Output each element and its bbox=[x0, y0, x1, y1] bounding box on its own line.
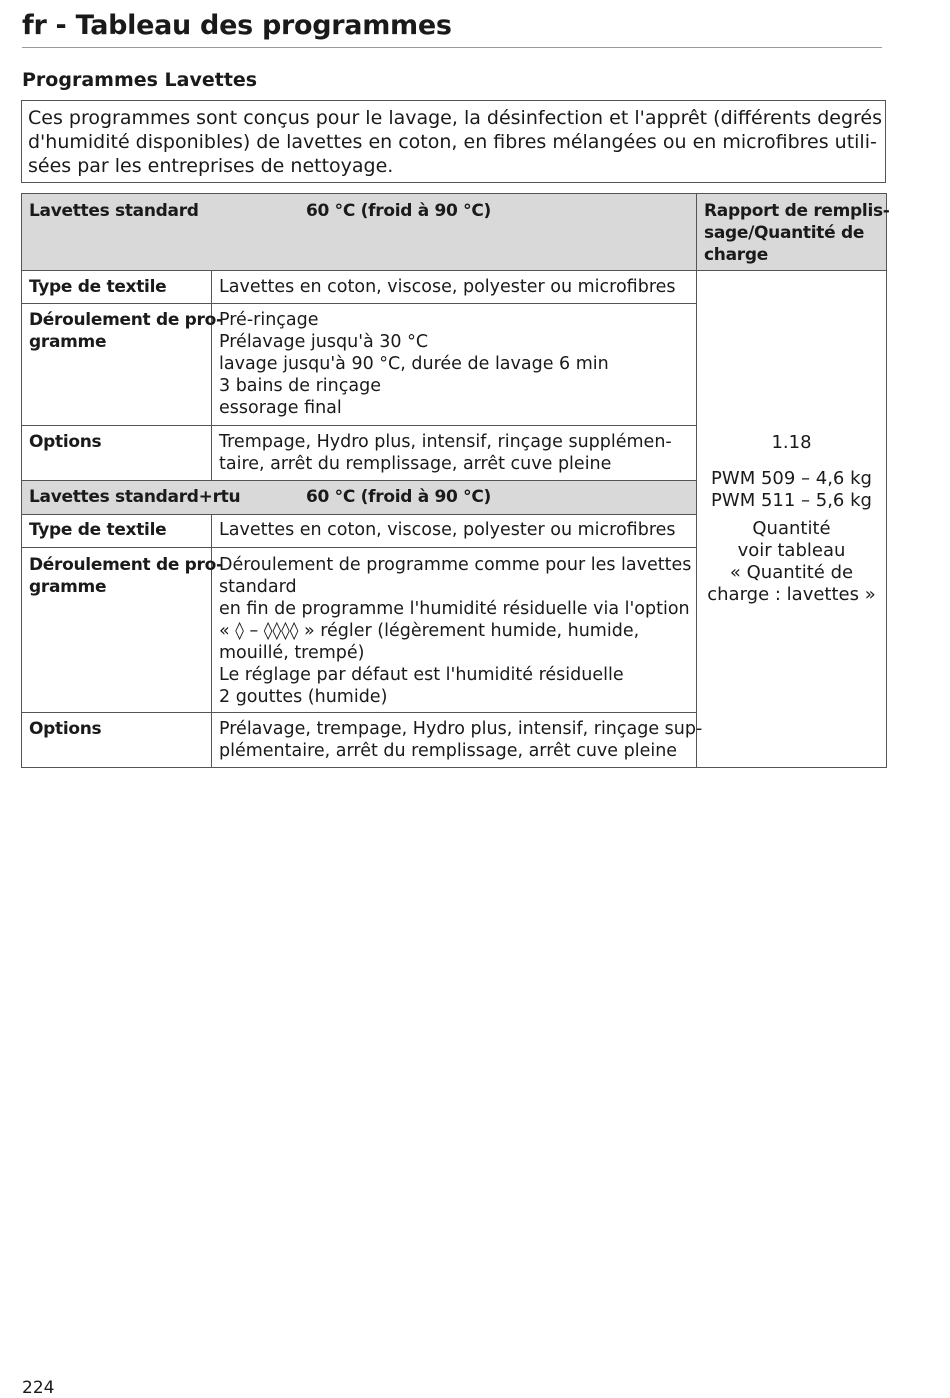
pwm509-load: PWM 509 – 4,6 kg bbox=[711, 468, 872, 489]
options-label: Options bbox=[29, 432, 102, 452]
run-step: essorage final bbox=[219, 398, 342, 418]
side-header-line: sage/Quantité de bbox=[704, 223, 865, 243]
run-step: Prélavage jusqu'à 30 °C bbox=[219, 332, 429, 352]
run-step: en fin de programme l'humidité résiduelle via l'option bbox=[219, 599, 690, 619]
program-header-row bbox=[22, 194, 887, 271]
run-label-line: gramme bbox=[29, 577, 107, 597]
intro-line: sées par les entreprises de nettoyage. bbox=[28, 155, 394, 177]
textile-value: Lavettes en coton, viscose, polyester ou microfibres bbox=[219, 520, 676, 540]
row-value-cell bbox=[212, 713, 703, 768]
section-title: Programmes Lavettes bbox=[22, 69, 258, 91]
intro-line: d'humidité disponibles) de lavettes en coton, en fibres mélangées ou en microfibres utili- bbox=[28, 131, 877, 153]
load-ratio: 1.18 bbox=[771, 432, 812, 453]
side-header-line: charge bbox=[704, 245, 768, 265]
run-label-line: gramme bbox=[29, 332, 107, 352]
run-step: standard bbox=[219, 577, 297, 597]
options-line: taire, arrêt du remplissage, arrêt cuve pleine bbox=[219, 454, 612, 474]
intro-line: Ces programmes sont conçus pour le lavage, la désinfection et l'apprêt (différents degrés bbox=[28, 107, 882, 129]
load-note-line: Quantité bbox=[752, 518, 831, 539]
program-header-cell bbox=[22, 194, 697, 271]
options-line: Prélavage, trempage, Hydro plus, intensif, rinçage sup- bbox=[219, 719, 703, 739]
table-row bbox=[22, 271, 887, 304]
intro-box bbox=[21, 100, 886, 183]
program-temperature: 60 °C (froid à 90 °C) bbox=[306, 201, 492, 221]
options-line: plémentaire, arrêt du remplissage, arrêt cuve pleine bbox=[219, 741, 678, 761]
row-label-cell bbox=[22, 304, 223, 426]
textile-label: Type de textile bbox=[29, 277, 167, 297]
page-number: 224 bbox=[22, 1378, 55, 1398]
load-note-line: voir tableau bbox=[737, 540, 846, 561]
program-name: Lavettes standard bbox=[29, 201, 199, 221]
row-value-cell bbox=[212, 426, 697, 481]
pwm511-load: PWM 511 – 5,6 kg bbox=[711, 490, 872, 511]
load-note-line: charge : lavettes » bbox=[707, 584, 876, 605]
load-ratio-cell bbox=[697, 271, 887, 768]
row-value-cell bbox=[212, 515, 697, 548]
run-step: lavage jusqu'à 90 °C, durée de lavage 6 min bbox=[219, 354, 609, 374]
row-value-cell bbox=[212, 304, 697, 426]
run-step: Déroulement de programme comme pour les lavettes bbox=[219, 555, 692, 575]
page-title: fr - Tableau des programmes bbox=[22, 10, 882, 48]
program-table bbox=[21, 193, 890, 768]
row-value-cell bbox=[212, 548, 697, 713]
program-name: Lavettes standard+rtu bbox=[29, 487, 241, 507]
run-step: mouillé, trempé) bbox=[219, 643, 365, 663]
textile-value: Lavettes en coton, viscose, polyester ou microfibres bbox=[219, 277, 676, 297]
program-temperature: 60 °C (froid à 90 °C) bbox=[306, 487, 492, 507]
row-value-cell bbox=[212, 271, 697, 304]
row-label-cell bbox=[22, 426, 212, 481]
row-label-cell bbox=[22, 713, 212, 768]
run-label-line: Déroulement de pro- bbox=[29, 555, 223, 575]
row-label-cell bbox=[22, 548, 223, 713]
load-note-line: « Quantité de bbox=[729, 562, 854, 583]
options-line: Trempage, Hydro plus, intensif, rinçage supplémen- bbox=[219, 432, 672, 452]
run-step: « ◊ – ◊◊◊◊ » régler (légèrement humide, humide, bbox=[219, 621, 640, 641]
program-header-cell bbox=[22, 481, 697, 515]
row-label-cell bbox=[22, 515, 212, 548]
textile-label: Type de textile bbox=[29, 520, 167, 540]
run-step: 2 gouttes (humide) bbox=[219, 687, 388, 707]
run-step: Pré-rinçage bbox=[219, 310, 319, 330]
run-step: Le réglage par défaut est l'humidité résiduelle bbox=[219, 665, 624, 685]
side-header-cell bbox=[697, 194, 890, 271]
run-label-line: Déroulement de pro- bbox=[29, 310, 223, 330]
run-step: 3 bains de rinçage bbox=[219, 376, 381, 396]
options-label: Options bbox=[29, 719, 102, 739]
row-label-cell bbox=[22, 271, 212, 304]
side-header-line: Rapport de remplis- bbox=[704, 201, 890, 221]
